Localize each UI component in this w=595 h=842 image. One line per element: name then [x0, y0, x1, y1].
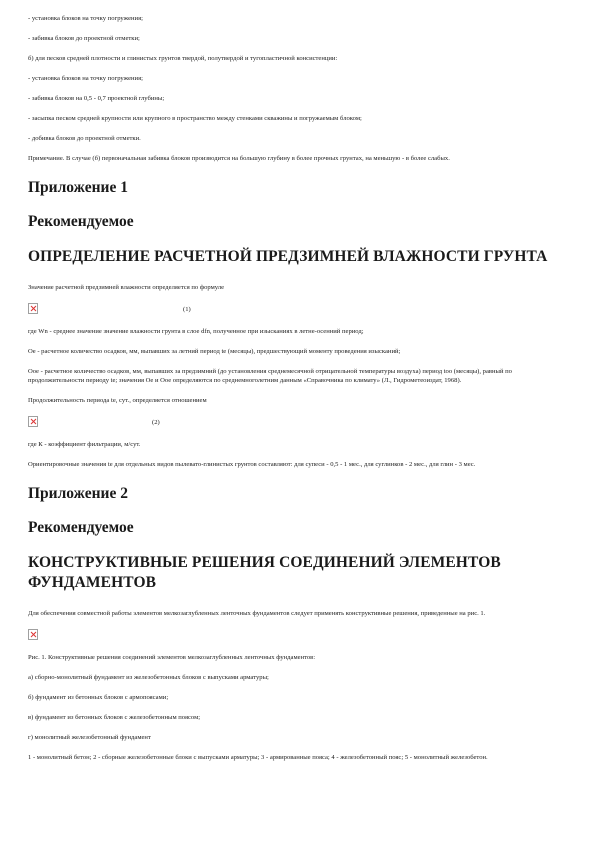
list-item: в) фундамент из бетонных блоков с железобетонным поясом;	[28, 714, 201, 721]
appendix2-subtitle: Рекомендуемое	[28, 519, 134, 536]
figure-legend: 1 - монолитный бетон; 2 - сборные железобетонные блоки с выпусками арматуры; 3 - армированные пояса; 4 - железобетонный пояс; 5 - монолитный железобетон.	[28, 754, 488, 761]
figure-caption: Рис. 1. Конструктивные решения соединений элементов мелкозаглубленных ленточных фундаментов:	[28, 654, 316, 661]
where-k-paragraph: где К - коэффициент фильтрации, м/сут.	[28, 441, 141, 448]
ooe-paragraph: Ооe - расчетное количество осадков, мм, выпавших за предзимний (до установления среднемесячной отрицательной температуры воздуха) период too (месяцы), равный по продолжительности периоду te; значения Ое и Ооe определяются по среднемноголетним данным «Справочника по климату» (Л., Гидрометеоиздат, 1968).	[28, 368, 512, 384]
appendix2-intro: Для обеспечения совместной работы элементов мелкозаглубленных ленточных фундаментов следует применять конструктивные решения, приведенные на рис. 1.	[28, 610, 486, 617]
formula-1	[28, 303, 568, 317]
document-page	[28, 14, 568, 773]
broken-image-icon	[28, 629, 38, 640]
appendix1-subtitle: Рекомендуемое	[28, 213, 134, 230]
appendix1-heading: ОПРЕДЕЛЕНИЕ РАСЧЕТНОЙ ПРЕДЗИМНЕЙ ВЛАЖНОСТИ ГРУНТА	[28, 248, 548, 265]
appendix1-title: Приложение 1	[28, 179, 128, 196]
list-item: - забивка блоков на 0,5 - 0,7 проектной глубины;	[28, 95, 165, 102]
list-item: - засыпка песком средней крупности или крупного в пространство между стенками скважины и погружаемым блоком;	[28, 115, 362, 122]
list-item: г) монолитный железобетонный фундамент	[28, 734, 151, 741]
where-wn-paragraph: где Wn - среднее значение значение влажности грунта в слое dfn, полученное при изысканиях в летне-осенний период;	[28, 328, 364, 335]
broken-image-icon	[28, 303, 38, 314]
appendix2-title: Приложение 2	[28, 485, 128, 502]
formula-number: (1)	[183, 306, 191, 313]
appendix1-intro: Значение расчетной предзимней влажности определяется по формуле	[28, 284, 225, 291]
formula-2	[28, 416, 568, 430]
approx-values-paragraph: Ориентировочные значения te для отдельных видов пылевато-глинистых грунтов составляют: для супеси - 0,5 - 1 мес., для суглинков - 2 мес., для глин - 3 мес.	[28, 461, 476, 468]
broken-image-icon	[28, 416, 38, 427]
duration-intro: Продолжительность периода te, сут., определяется отношением	[28, 397, 207, 404]
note-paragraph: Примечание. В случае (б) первоначальная забивка блоков производится на большую глубину в более прочных грунтах, на меньшую - в более слабых.	[28, 155, 450, 162]
list-item: а) сборно-монолитный фундамент из железобетонных блоков с выпусками арматуры;	[28, 674, 269, 681]
list-item: - установка блоков на точку погружения;	[28, 75, 143, 82]
figure-1	[28, 629, 568, 643]
formula-number: (2)	[152, 419, 160, 426]
list-item: - добивка блоков до проектной отметки.	[28, 135, 141, 142]
list-item: - установка блоков на точку погружения;	[28, 15, 143, 22]
oe-paragraph: Ое - расчетное количество осадков, мм, выпавших за летний период te (месяцы), предшествующий моменту проведения изысканий;	[28, 348, 401, 355]
appendix2-heading: КОНСТРУКТИВНЫЕ РЕШЕНИЯ СОЕДИНЕНИЙ ЭЛЕМЕНТОВ ФУНДАМЕНТОВ	[28, 554, 501, 591]
list-item: б) фундамент из бетонных блоков с армопоясами;	[28, 694, 169, 701]
section-b-intro: б) для песков средней плотности и глинистых грунтов твердой, полутвердой и тугопластичной консистенции:	[28, 55, 338, 62]
list-item: - забивка блоков до проектной отметки;	[28, 35, 140, 42]
